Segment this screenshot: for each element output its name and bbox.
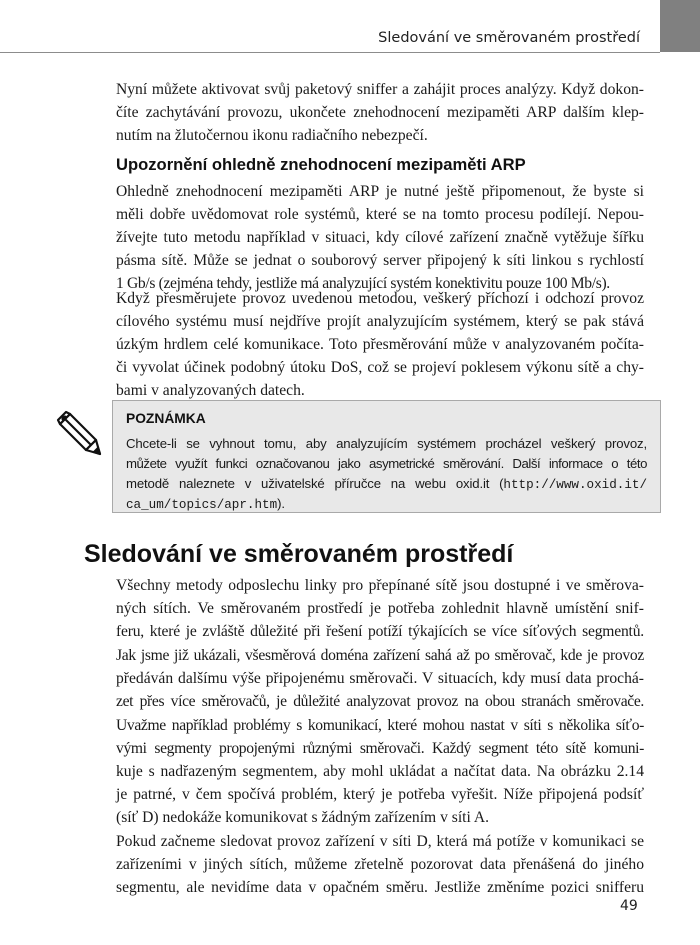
note-line: [126, 494, 647, 515]
text-line: Uvažme například problémy s komunikací, které mohou nastat v síti s několika síťo-: [116, 717, 644, 734]
text-line: úzkým hrdlem celé komunikace. Toto přesměrování může v analyzovaném počíta-: [116, 336, 644, 353]
text-line: Když přesměrujete provoz uvedenou metodou, veškerý příchozí i odchozí provoz: [116, 290, 644, 307]
text-line: či vyvolat účinek podobný útoku DoS, což se projeví poklesem výkonu sítě a chy-: [116, 359, 644, 376]
note-box: [112, 400, 661, 513]
note-url-part: ca_um/topics/apr.htm: [126, 498, 278, 512]
note-text: ).: [277, 496, 285, 511]
text-line: Jak jsme již ukázali, všesměrová doména zařízení sahá až po směrovač, kde je provoz: [116, 647, 644, 664]
running-head-title: Sledování ve směrovaném prostředí: [378, 30, 640, 46]
subsection-heading: Upozornění ohledně znehodnocení mezipaměti ARP: [116, 155, 526, 174]
text-line: je patrné, v čem spočívá problém, který je potřeba vyřešit. Níže připojená podsíť: [116, 786, 644, 803]
text-line: 1 Gb/s (zejména tehdy, jestliže má analyzující systém konektivitu pouze 100 Mb/s).: [116, 275, 610, 292]
text-line: číte zachytávání provozu, ukončete znehodnocení mezipaměti ARP dalším klep-: [116, 104, 644, 121]
text-line: žívejte tuto metodu například v situaci, kdy cílové zařízení značně vytěžuje šířku: [116, 229, 644, 246]
text-line: kuje s nadřazeným segmentem, aby mohl ukládat a načítat data. Na obrázku 2.14: [116, 763, 644, 780]
note-text: metodě naleznete v uživatelské příručce na webu oxid.it (: [126, 476, 504, 491]
text-line: pásma sítě. Může se jednat o souborový server připojený k síti linkou s rychlostí: [116, 252, 644, 269]
note-url-part: http://www.oxid.it/: [503, 478, 647, 492]
text-line: bami v analyzovaných datech.: [116, 382, 305, 399]
thumb-tab: [660, 0, 700, 52]
text-line: segmentu, ale nevidíme data v opačném směru. Jestliže změníme pozici snifferu: [116, 879, 644, 896]
text-line: zet přes více směrovačů, je důležité analyzovat provoz na obou stranách směrovače.: [116, 693, 644, 710]
section-title: Sledování ve směrovaném prostředí: [84, 540, 514, 568]
text-line: (síť D) nedokáže komunikovat s žádným zařízením v síti A.: [116, 809, 490, 826]
text-line: feru, které je zvláště důležité při řešení potíží týkajících se více síťových segmentů.: [116, 623, 644, 640]
pencil-icon: [56, 410, 104, 458]
text-line: vými segmenty propojenými různými směrovači. Každý segment této sítě komuni-: [116, 740, 644, 757]
text-line: zařízeními v jiných sítích, můžeme zřetelně pozorovat data přenášená do jiného: [116, 856, 644, 873]
text-line: Všechny metody odposlechu linky pro přepínané sítě jsou dostupné i ve směrova-: [116, 577, 644, 594]
running-head: [0, 0, 660, 53]
note-line: můžete využít funkci označovanou jako asymetrické směrování. Další informace o této: [126, 456, 647, 471]
note-line: Chcete-li se vyhnout tomu, aby analyzujícím systémem procházel veškerý provoz,: [126, 436, 647, 451]
text-line: předáván dalšímu výše připojenému směrovači. V situacích, kdy musí data prochá-: [116, 670, 644, 687]
page-number: 49: [620, 898, 638, 914]
text-line: Pokud začneme sledovat provoz zařízení v síti D, která má potíže v komunikaci se: [116, 833, 644, 850]
text-line: Ohledně znehodnocení mezipaměti ARP je nutné ještě připomenout, že byste si: [116, 183, 644, 200]
text-line: cílového systému musí nejdříve projít analyzujícím systémem, který se pak stává: [116, 313, 644, 330]
text-line: Nyní můžete aktivovat svůj paketový sniffer a zahájit proces analýzy. Když dokon-: [116, 81, 644, 98]
text-line: ných sítích. Ve směrovaném prostředí je potřeba zohlednit hlavně umístění snif-: [116, 600, 644, 617]
text-line: nutím na žlutočernou ikonu radiačního nebezpečí.: [116, 127, 428, 144]
note-title: POZNÁMKA: [126, 411, 206, 426]
note-line: [126, 474, 647, 495]
text-line: měli dobře uvědomovat role systémů, které se na tomto procesu podílejí. Nepou-: [116, 206, 644, 223]
